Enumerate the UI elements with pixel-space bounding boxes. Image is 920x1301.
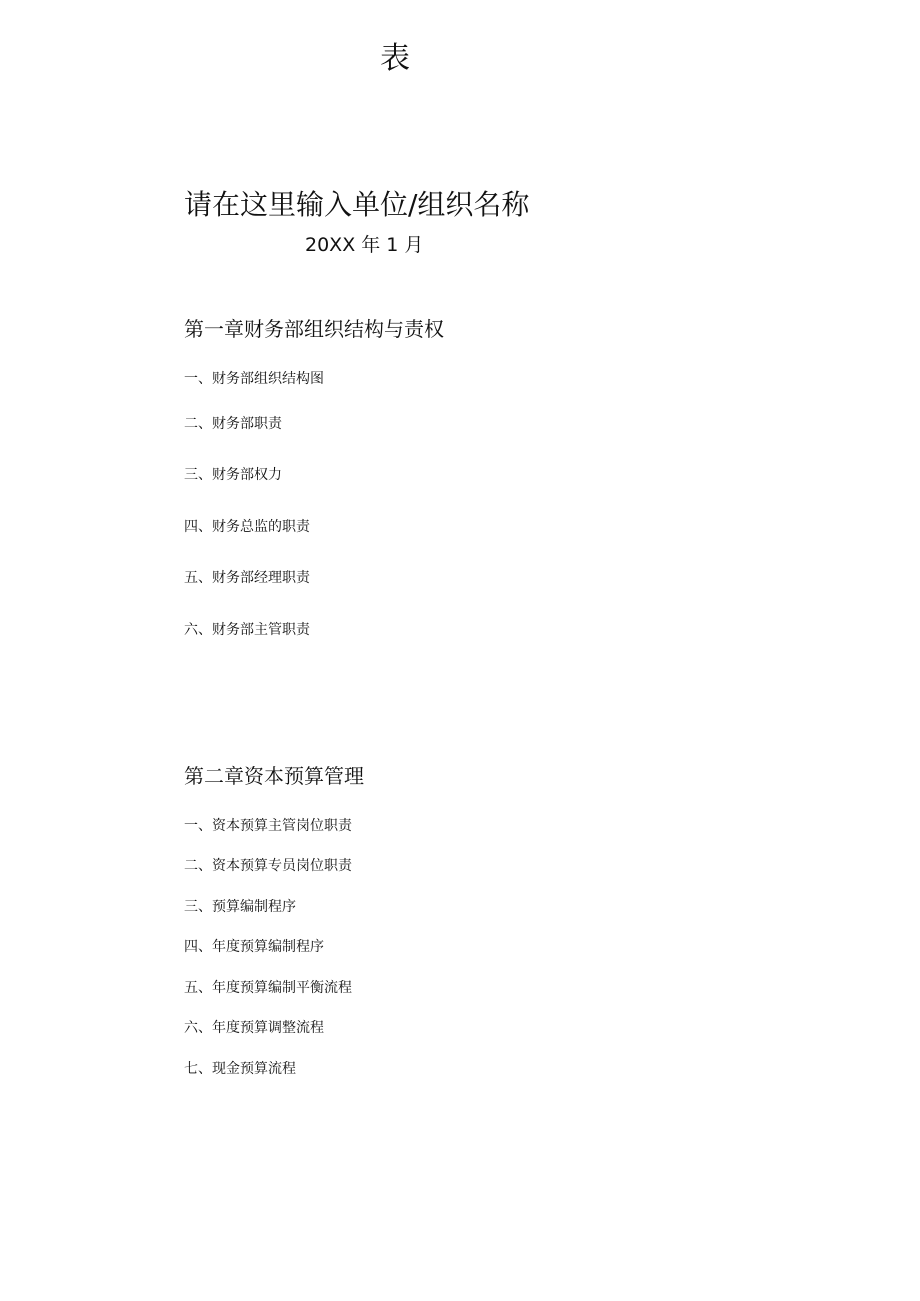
list-item: 一、财务部组织结构图 [184, 371, 324, 387]
list-item: 一、资本预算主管岗位职责 [184, 818, 352, 834]
list-item: 二、资本预算专员岗位职责 [184, 858, 352, 874]
list-item: 五、年度预算编制平衡流程 [184, 980, 352, 996]
chapter-2-title: 第二章资本预算管理 [184, 764, 364, 788]
list-item: 五、财务部经理职责 [184, 570, 310, 586]
list-item: 六、财务部主管职责 [184, 622, 310, 638]
list-item: 七、现金预算流程 [184, 1061, 296, 1077]
list-item: 二、财务部职责 [184, 416, 282, 432]
chapter-1-title: 第一章财务部组织结构与责权 [184, 317, 444, 341]
list-item: 四、年度预算编制程序 [184, 939, 324, 955]
header-char: 表 [380, 41, 410, 76]
list-item: 三、财务部权力 [184, 467, 282, 483]
organization-name: 请在这里输入单位/组织名称 [184, 188, 530, 221]
list-item: 三、预算编制程序 [184, 899, 296, 915]
document-date: 20XX 年 1 月 [305, 234, 424, 256]
list-item: 四、财务总监的职责 [184, 519, 310, 535]
list-item: 六、年度预算调整流程 [184, 1020, 324, 1036]
